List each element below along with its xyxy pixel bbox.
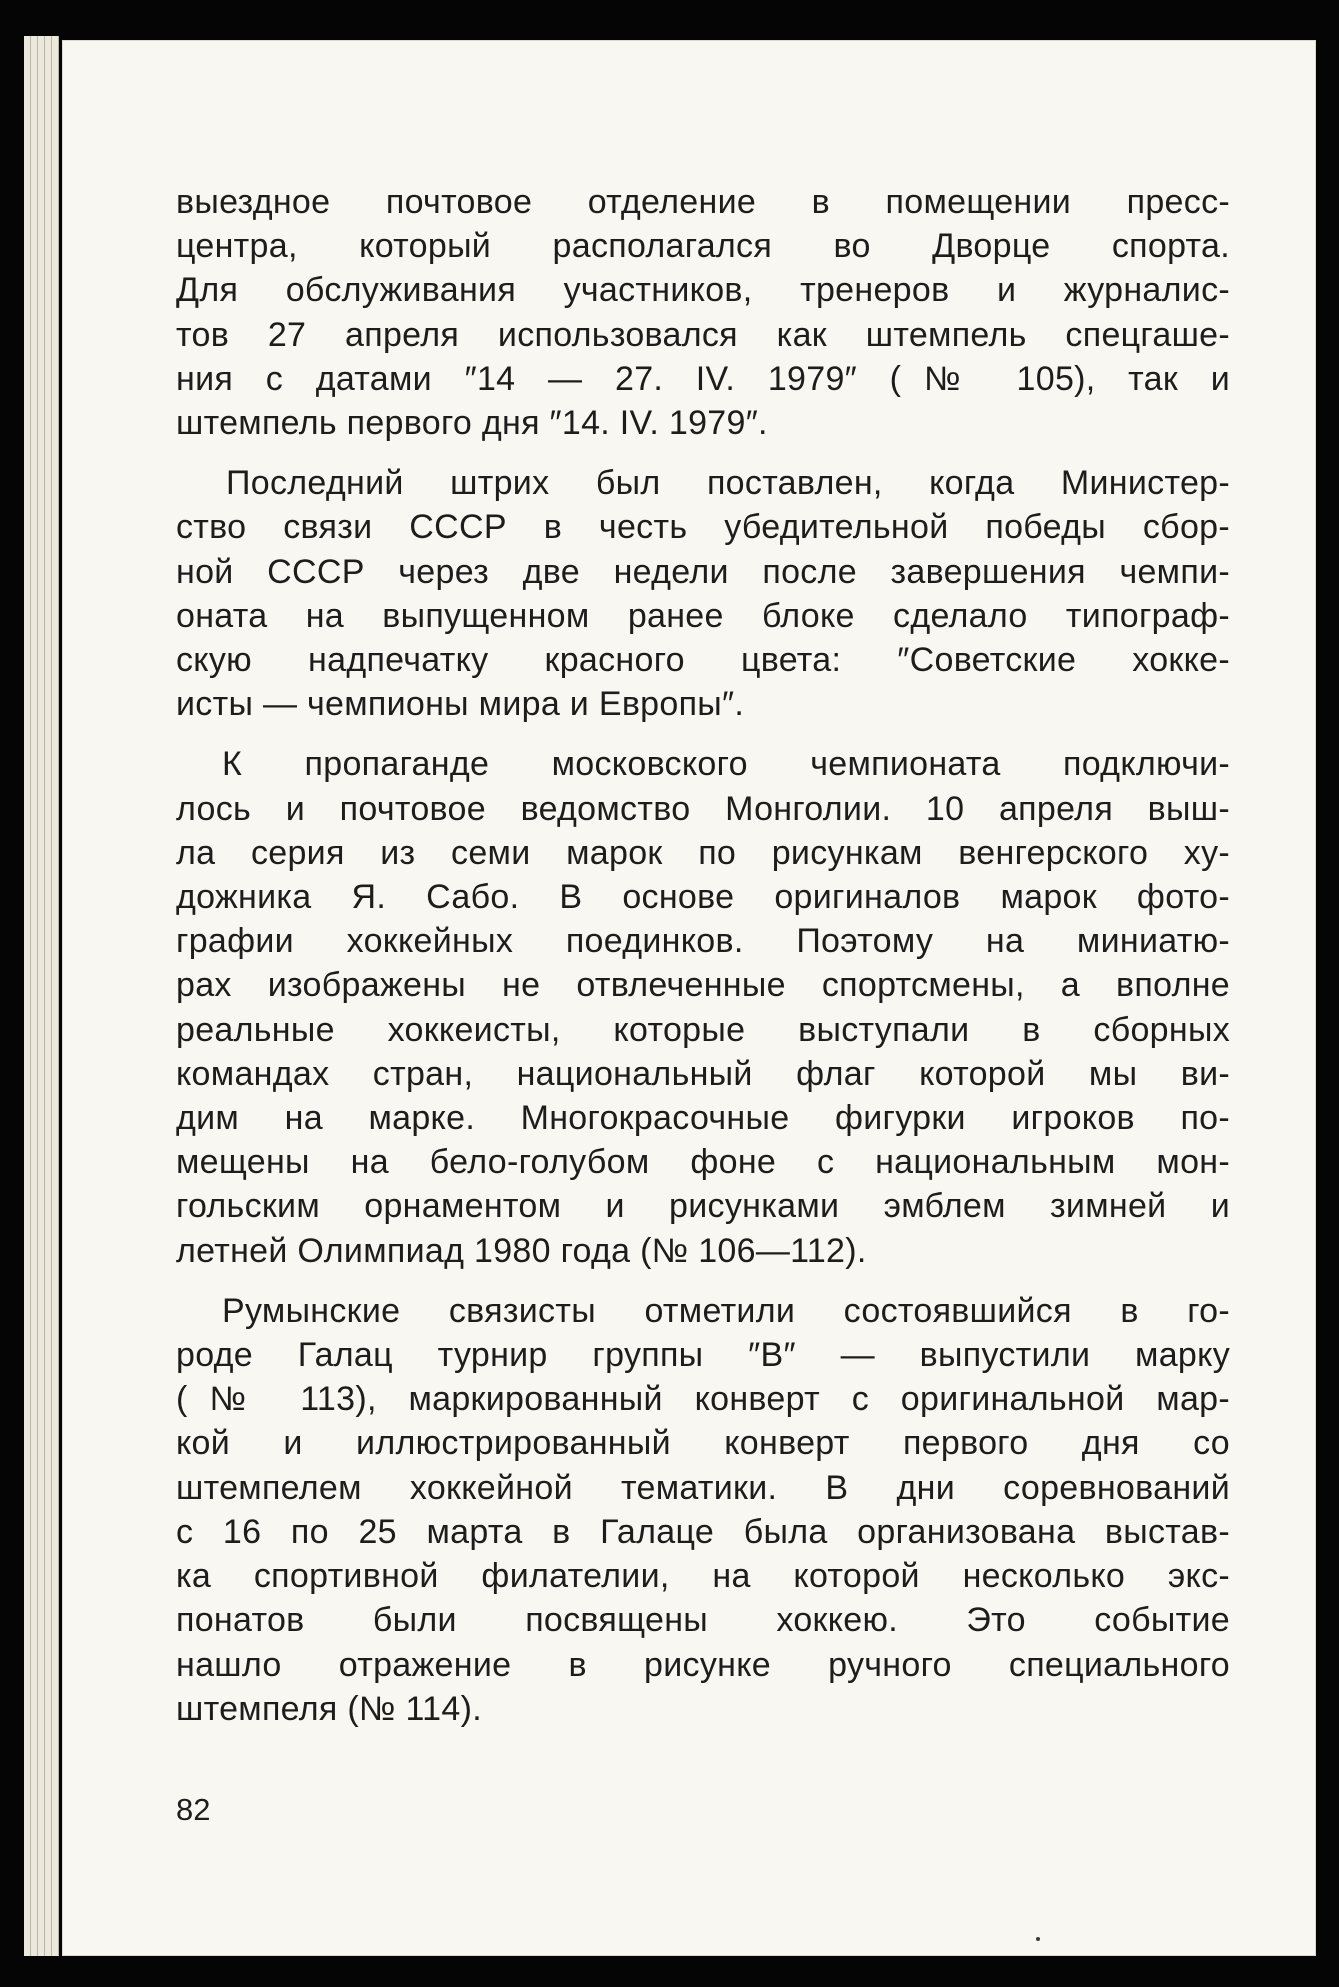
text-line: ния с датами ″14 — 27. IV. 1979″ (№ 105), так и bbox=[176, 359, 1230, 398]
text-line: командах стран, национальный флаг которой мы ви- bbox=[176, 1054, 1230, 1093]
text-line: с 16 по 25 марта в Галаце была организована выстав- bbox=[176, 1512, 1230, 1551]
paragraph bbox=[176, 180, 1230, 445]
page-edge bbox=[38, 36, 45, 1956]
text-line: роде Галац турнир группы ″B″ — выпустили марку bbox=[176, 1336, 1230, 1375]
body-text bbox=[176, 180, 1230, 1731]
text-line: ла серия из семи марок по рисункам венгерского ху- bbox=[176, 833, 1230, 872]
text-line: (№ 113), маркированный конверт с оригинальной мар- bbox=[176, 1380, 1230, 1419]
text-line: Последний штрих был поставлен, когда Министер- bbox=[226, 464, 1230, 503]
text-line: исты — чемпионы мира и Европы″. bbox=[176, 685, 745, 724]
page-edge bbox=[31, 36, 38, 1956]
text-line: штемпель первого дня ″14. IV. 1979″. bbox=[176, 404, 768, 443]
text-line: кой и иллюстрированный конверт первого дня со bbox=[176, 1424, 1230, 1463]
text-line: ство связи СССР в честь убедительной победы сбор- bbox=[176, 508, 1230, 547]
page-edge bbox=[52, 36, 59, 1956]
page-edge bbox=[45, 36, 52, 1956]
text-line: ной СССР через две недели после завершения чемпи- bbox=[176, 552, 1230, 591]
text-line: тов 27 апреля использовался как штемпель спецгаше- bbox=[176, 315, 1230, 354]
text-line: понатов были посвящены хоккею. Это событие bbox=[176, 1601, 1230, 1640]
text-line: дим на марке. Многокрасочные фигурки игроков по- bbox=[176, 1099, 1230, 1138]
text-line: выездное почтовое отделение в помещении пресс- bbox=[176, 183, 1230, 221]
print-speck bbox=[1036, 1937, 1040, 1941]
paragraph bbox=[176, 1289, 1230, 1731]
book-page-edges bbox=[24, 36, 64, 1956]
text-line: К пропаганде московского чемпионата подключи- bbox=[222, 745, 1230, 784]
text-line: Для обслуживания участников, тренеров и журналис- bbox=[176, 271, 1230, 310]
text-line: рах изображены не отвлеченные спортсмены, а вполне bbox=[176, 966, 1230, 1005]
page-number: 82 bbox=[176, 1792, 211, 1827]
text-line: центра, который располагался во Дворце спорта. bbox=[176, 227, 1230, 266]
text-line: лось и почтовое ведомство Монголии. 10 апреля выш- bbox=[176, 789, 1230, 828]
text-line: ка спортивной филателии, на которой несколько экс- bbox=[176, 1557, 1230, 1596]
text-line: реальные хоккеисты, которые выступали в сборных bbox=[176, 1010, 1230, 1049]
text-line: дожника Я. Сабо. В основе оригиналов марок фото- bbox=[176, 878, 1230, 917]
text-line: оната на выпущенном ранее блоке сделало типограф- bbox=[176, 596, 1230, 635]
paragraph bbox=[176, 742, 1230, 1272]
text-line: нашло отражение в рисунке ручного специального bbox=[176, 1645, 1230, 1684]
text-line: графии хоккейных поединков. Поэтому на миниатю- bbox=[176, 922, 1230, 961]
text-line: гольским орнаментом и рисунками эмблем зимней и bbox=[176, 1187, 1230, 1226]
text-line: Румынские связисты отметили состоявшийся в го- bbox=[222, 1291, 1230, 1330]
page-edge bbox=[24, 36, 31, 1956]
text-line: штемпелем хоккейной тематики. В дни соревнований bbox=[176, 1468, 1230, 1507]
paragraph bbox=[176, 461, 1230, 726]
text-line: летней Олимпиад 1980 года (№ 106—112). bbox=[176, 1231, 867, 1270]
text-line: штемпеля (№ 114). bbox=[176, 1689, 482, 1728]
text-line: мещены на бело-голубом фоне с национальным мон- bbox=[176, 1143, 1230, 1182]
text-line: скую надпечатку красного цвета: ″Советские хокке- bbox=[176, 641, 1230, 680]
